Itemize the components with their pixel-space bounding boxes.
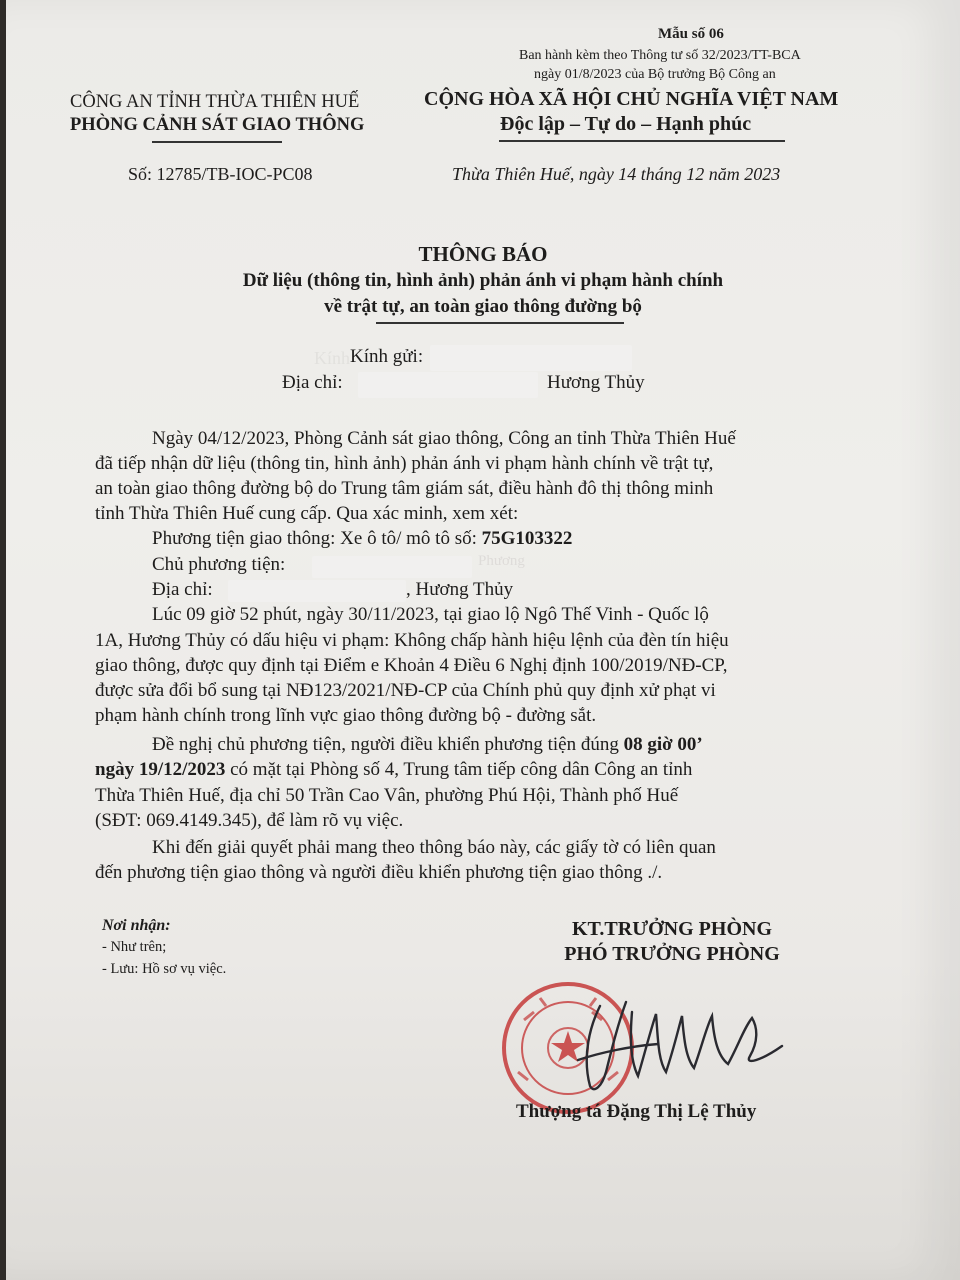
redacted-owner: [312, 556, 472, 578]
bleed-through-text: Kính: [314, 348, 350, 368]
vehicle-label: Phương tiện giao thông: Xe ô tô/ mô tô số:: [152, 528, 482, 549]
paragraph-1-line-2: đã tiếp nhận dữ liệu (thông tin, hình ảnh) phản ánh vi phạm hành chính về trật tự,: [95, 453, 714, 474]
document-number: Số: 12785/TB-IOC-PC08: [128, 164, 313, 184]
owner-address-suffix: , Hương Thủy: [406, 579, 514, 600]
bleed-through-owner: Phương: [478, 553, 525, 569]
paragraph-3-line-3: Thừa Thiên Huế, địa chỉ 50 Trần Cao Vân, phường Phú Hội, Thành phố Huế: [95, 785, 679, 806]
paragraph-3-line-2: [95, 759, 692, 781]
paragraph-1-line-1: Ngày 04/12/2023, Phòng Cảnh sát giao thông, Công an tỉnh Thừa Thiên Huế: [152, 428, 736, 449]
agency-name: PHÒNG CẢNH SÁT GIAO THÔNG: [70, 115, 365, 135]
motto-underline: [499, 140, 785, 142]
owner-label: Chủ phương tiện:: [152, 554, 286, 575]
document-subtitle-line-1: Dữ liệu (thông tin, hình ảnh) phản ánh vi phạm hành chính: [242, 270, 724, 291]
place-date: Thừa Thiên Huế, ngày 14 tháng 12 năm 2023: [452, 164, 781, 184]
paragraph-2-line-3: giao thông, được quy định tại Điểm e Khoản 4 Điều 6 Nghị định 100/2019/NĐ-CP,: [95, 655, 728, 676]
paragraph-4-line-1: Khi đến giải quyết phải mang theo thông báo này, các giấy tờ có liên quan: [152, 837, 716, 858]
redacted-addressee: [430, 345, 632, 371]
agency-underline: [152, 141, 282, 143]
recipient-item: - Lưu: Hồ sơ vụ việc.: [102, 961, 227, 977]
paragraph-2-line-5: phạm hành chính trong lĩnh vực giao thông đường bộ - đường sắt.: [95, 705, 597, 726]
recipient-item: - Như trên;: [102, 939, 167, 955]
redacted-address: [358, 372, 538, 398]
paragraph-3-line-1: [152, 734, 703, 756]
document-title: THÔNG BÁO: [418, 242, 548, 266]
paragraph-2-line-4: được sửa đổi bổ sung tại NĐ123/2021/NĐ-CP của Chính phủ quy định xử phạt vi: [95, 680, 716, 701]
appointment-time: 08 giờ 00’: [623, 734, 703, 755]
document-page: [6, 0, 960, 1280]
paragraph-1-line-4: tỉnh Thừa Thiên Huế cung cấp. Qua xác minh, xem xét:: [95, 503, 519, 524]
paragraph-3-rest: có mặt tại Phòng số 4, Trung tâm tiếp công dân Công an tỉnh: [225, 759, 693, 780]
redacted-owner-address: [228, 580, 406, 602]
handwritten-signature: [578, 1002, 782, 1089]
paragraph-2-line-2: 1A, Hương Thủy có dấu hiệu vi phạm: Không chấp hành hiệu lệnh của đèn tín hiệu: [95, 630, 729, 651]
form-issued-line-2: ngày 01/8/2023 của Bộ trưởng Bộ Công an: [534, 67, 776, 82]
agency-parent: CÔNG AN TỈNH THỪA THIÊN HUẾ: [70, 92, 360, 112]
address-label: Địa chỉ:: [282, 372, 343, 393]
paragraph-4-line-2: đến phương tiện giao thông và người điều khiển phương tiện giao thông ./.: [95, 862, 663, 883]
subtitle-underline: [376, 322, 624, 324]
signer-position-2: PHÓ TRƯỞNG PHÒNG: [564, 943, 780, 965]
nation-motto: Độc lập – Tự do – Hạnh phúc: [500, 113, 752, 135]
owner-address-label: Địa chỉ:: [152, 579, 213, 600]
signer-position-1: KT.TRƯỞNG PHÒNG: [572, 918, 772, 940]
document-subtitle-line-2: về trật tự, an toàn giao thông đường bộ: [324, 296, 642, 317]
signer-name: Thượng tá Đặng Thị Lệ Thủy: [516, 1101, 757, 1122]
star-icon: [551, 1031, 585, 1062]
address-suffix: Hương Thủy: [547, 372, 645, 393]
appointment-date: ngày 19/12/2023: [95, 759, 226, 780]
paragraph-3-line-4: (SĐT: 069.4149.345), để làm rõ vụ việc.: [95, 810, 404, 831]
vehicle-plate: 75G103322: [481, 528, 573, 549]
paragraph-2-line-1: Lúc 09 giờ 52 phút, ngày 30/11/2023, tại giao lộ Ngô Thế Vinh - Quốc lộ: [152, 604, 709, 625]
nation-name: CỘNG HÒA XÃ HỘI CHỦ NGHĨA VIỆT NAM: [424, 88, 839, 110]
paragraph-3-start: Đề nghị chủ phương tiện, người điều khiển phương tiện đúng: [152, 734, 624, 755]
recipients-title: Nơi nhận:: [102, 917, 171, 934]
form-issued-line-1: Ban hành kèm theo Thông tư số 32/2023/TT-BCA: [519, 48, 801, 63]
addressee-label: Kính gửi:: [350, 346, 424, 367]
form-number: Mẫu số 06: [658, 26, 724, 42]
paragraph-1-line-3: an toàn giao thông đường bộ do Trung tâm giám sát, điều hành đô thị thông minh: [95, 478, 714, 499]
vehicle-line: [152, 528, 572, 550]
